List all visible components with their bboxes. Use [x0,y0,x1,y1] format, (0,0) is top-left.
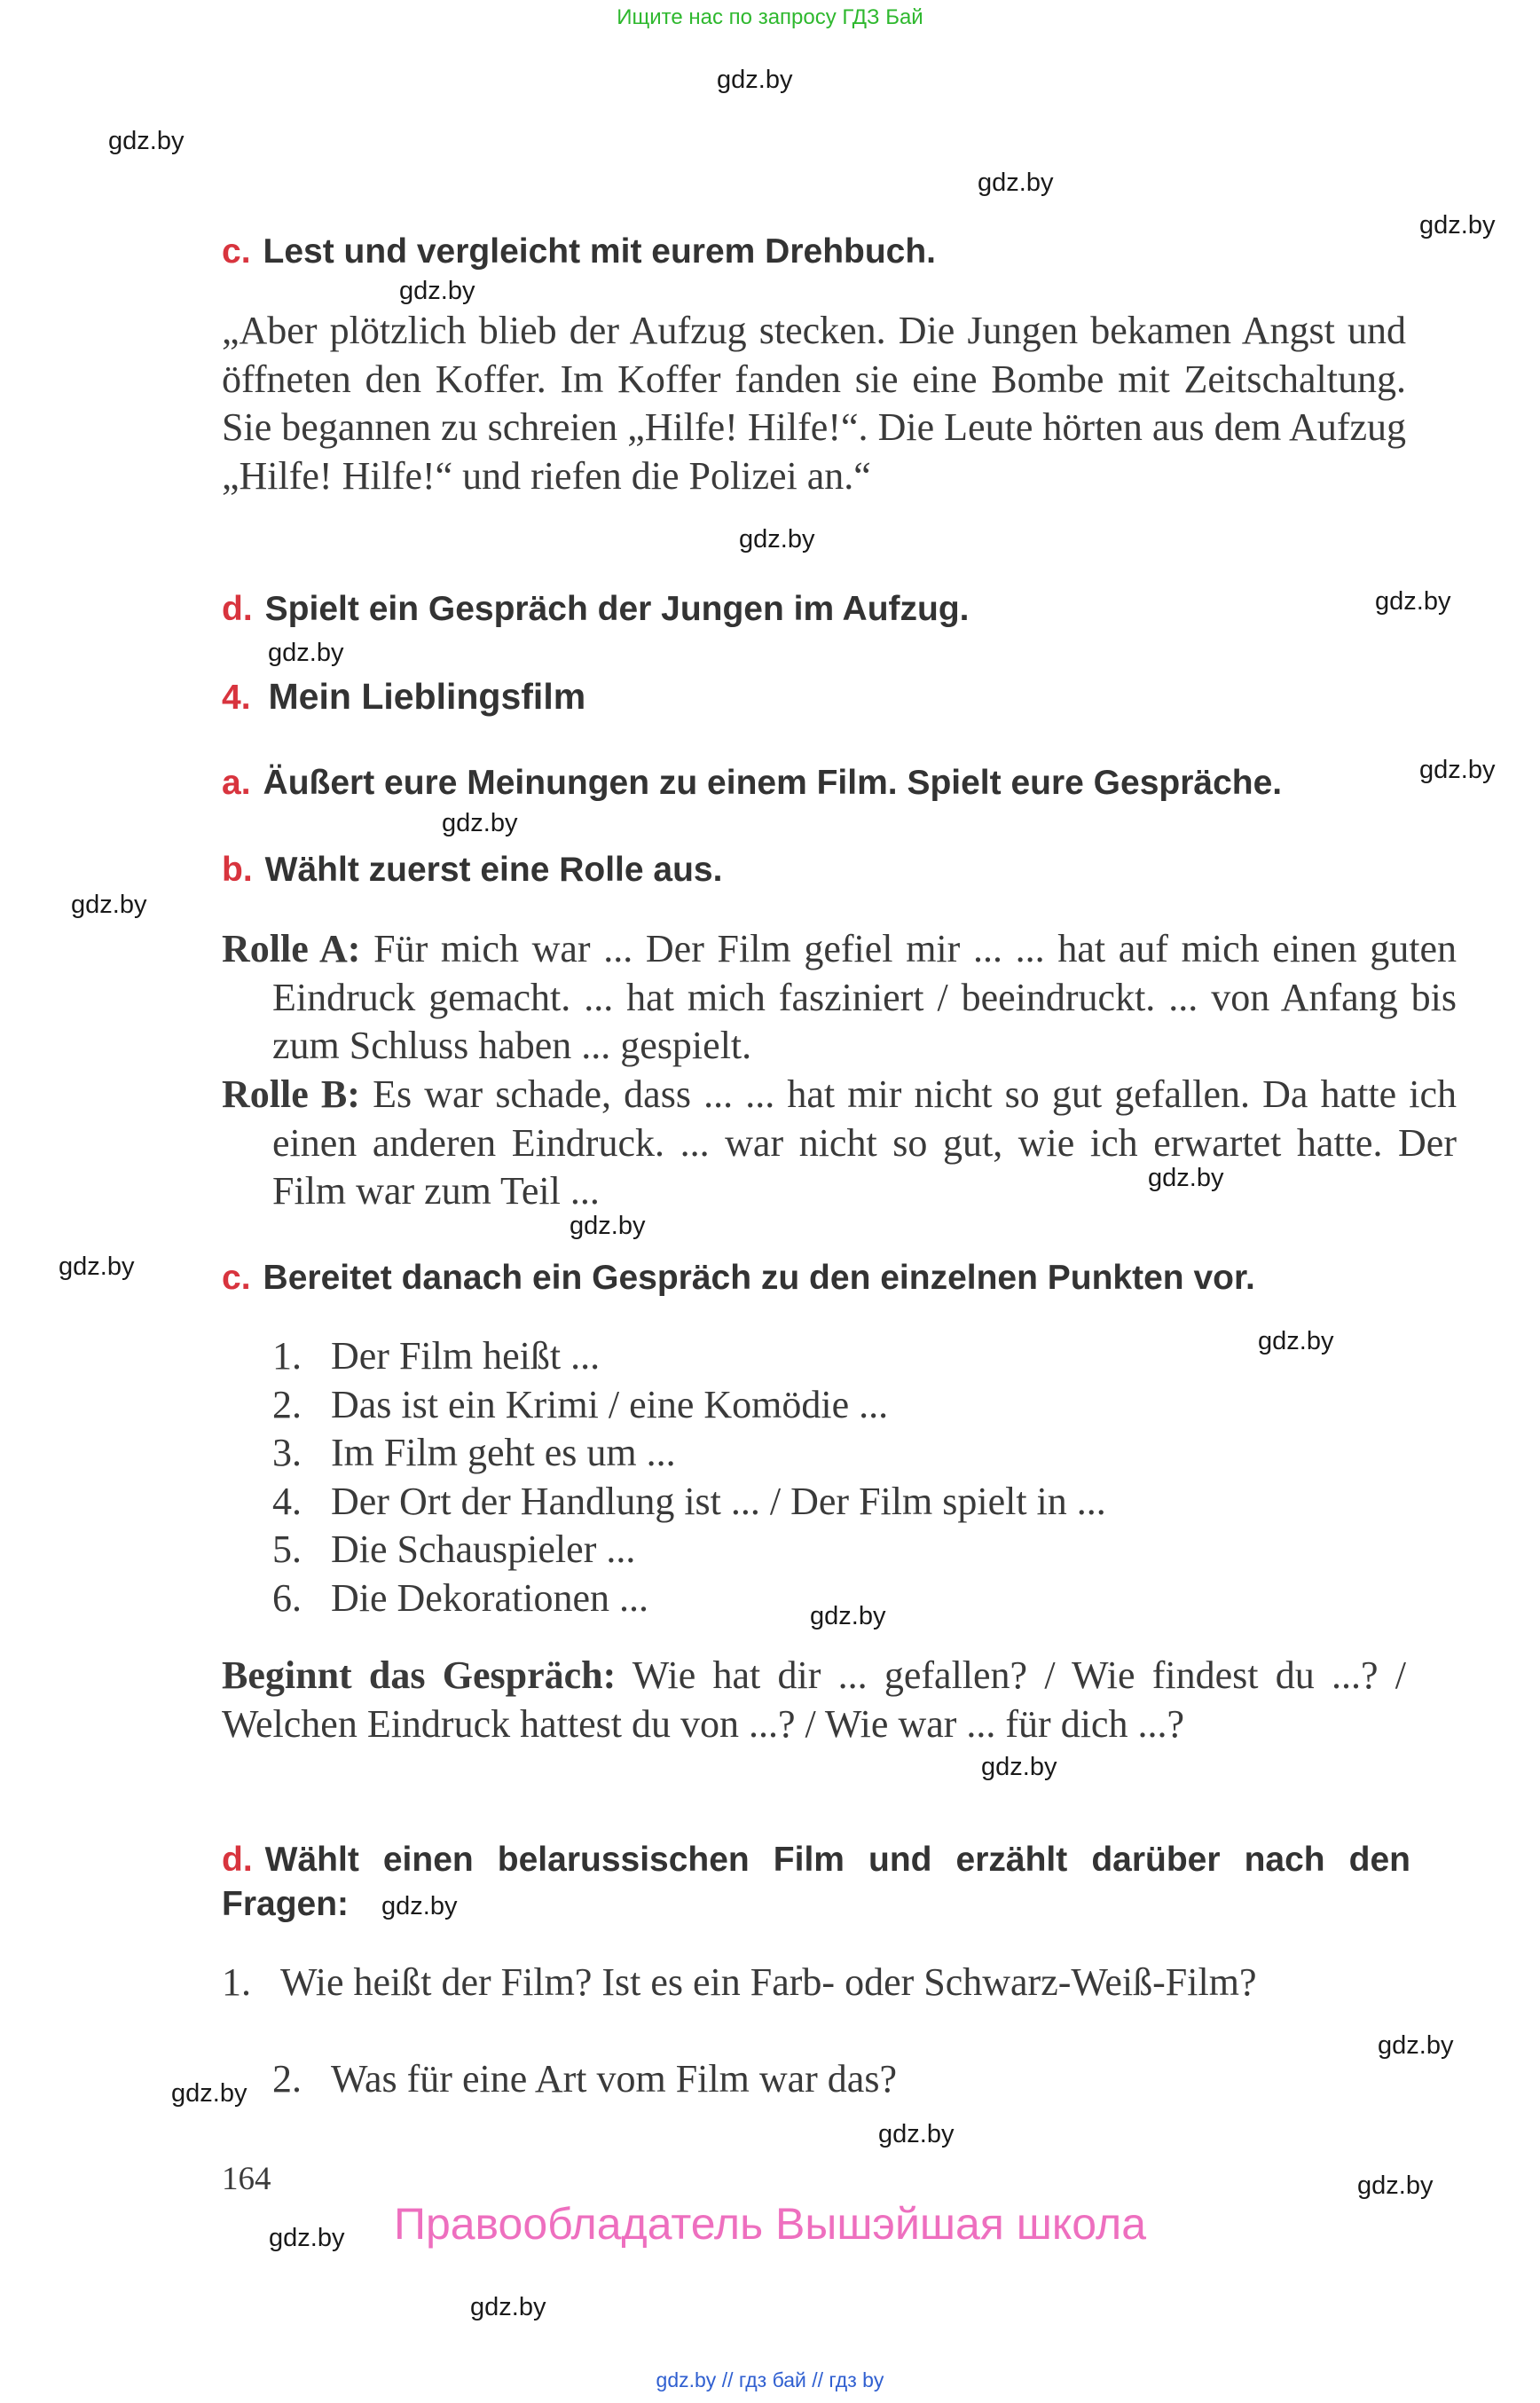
watermark: gdz.by [399,277,475,305]
watermark: gdz.by [171,2079,248,2108]
task-letter: d. [222,1841,253,1879]
item-text: Der Ort der Handlung ist ... / Der Film spielt in ... [331,1479,1106,1523]
task-title: Lest und vergleicht mit eurem Drehbuch. [263,232,937,271]
watermark: gdz.by [981,1753,1057,1781]
task-letter: b. [222,851,253,889]
exercise-title: Mein Lieblingsfilm [268,676,586,717]
watermark: gdz.by [381,1892,458,1920]
task-title: Bereitet danach ein Gespräch zu den einzelnen Punkten vor. [263,1259,1255,1297]
footer-links[interactable]: gdz.by // гдз бай // гдз by [656,2368,884,2391]
list-item [272,1381,1408,1430]
item-number: 1. [272,1334,302,1378]
watermark: gdz.by [1419,756,1496,784]
task-title: Äußert eure Meinungen zu einem Film. Spielt eure Gespräche. [263,764,1283,802]
list-item [272,1526,1408,1575]
top-banner: Ищите нас по запросу ГДЗ Бай [617,5,923,29]
watermark: gdz.by [470,2293,546,2321]
question-1 [222,1959,1457,2007]
item-number: 3. [272,1431,302,1474]
drehbuch-text: „Aber plötzlich blieb der Aufzug stecken. Die Jungen bekamen Angst und öffneten den Koffer. Im Koffer fanden sie eine Bombe mit Zeitschaltung. Sie begannen zu schreien „Hilfe! Hilfe!“. Die Leute hörten aus dem Aufzug „Hilfe! Hilfe!“ und riefen die Polizei an.“ [222,309,1406,498]
rolle-a-paragraph [222,925,1457,1071]
rolle-a-label: Rolle A: [222,927,361,970]
exercise-4-heading [222,674,1410,720]
item-number: 5. [272,1527,302,1571]
item-number: 2. [272,1382,302,1426]
exercise-number: 4. [222,679,251,717]
list-item [272,1332,1408,1381]
beginnt-label: Beginnt das Gespräch: [222,1653,617,1697]
watermark: gdz.by [878,2120,955,2148]
question-2 [272,2055,1408,2104]
beginnt-paragraph [222,1652,1406,1748]
task-4b-heading [222,848,1410,892]
rolle-b-text: Es war schade, dass ... ... hat mir nicht so gut gefallen. Da hatte ich einen anderen Eindruck. ... war nicht so gut, wie ich erwartet hatte. Der Film war zum Teil ... [272,1072,1457,1213]
task-4c-heading [222,1256,1410,1300]
rolle-b-label: Rolle B: [222,1072,360,1116]
watermark: gdz.by [1357,2171,1434,2200]
task-4a-heading [222,761,1410,805]
watermark: gdz.by [59,1253,135,1281]
watermark: gdz.by [1419,211,1496,240]
task-title: Wählt einen belarussischen Film und erzählt darüber nach den Fragen: [222,1841,1410,1923]
page-number: 164 [222,2161,271,2197]
task-letter: d. [222,590,253,628]
list-item [272,1575,1408,1623]
task-title: Wählt zuerst eine Rolle aus. [264,851,723,889]
watermark: gdz.by [71,891,147,919]
task-4d-heading [222,1838,1410,1927]
watermark: gdz.by [442,809,518,837]
watermark: gdz.by [1378,2031,1454,2060]
watermark: gdz.by [1148,1164,1224,1192]
task-letter: a. [222,764,251,802]
item-text: Im Film geht es um ... [331,1431,676,1474]
watermark: gdz.by [1375,587,1451,616]
item-text: Der Film heißt ... [331,1334,601,1378]
item-text: Das ist ein Krimi / eine Komödie ... [331,1382,889,1426]
task-letter: c. [222,1259,251,1297]
question-number: 2. [272,2057,302,2101]
task-d-heading [222,587,1410,632]
watermark: gdz.by [810,1602,886,1630]
beginnt-text: Wie hat dir ... gefallen? / Wie findest du ...? / Welchen Eindruck hattest du von ...? / Wie war ... für dich ...? [222,1653,1406,1746]
question-text: Wie heißt der Film? Ist es ein Farb- oder Schwarz-Weiß-Film? [280,1960,1257,2004]
item-number: 6. [272,1575,302,1620]
watermark: gdz.by [108,127,185,155]
item-number: 4. [272,1479,302,1523]
item-text: Die Dekorationen ... [331,1575,648,1620]
question-number: 1. [222,1960,251,2004]
rolle-a-text: Für mich war ... Der Film gefiel mir ... ... hat auf mich einen guten Eindruck gemacht. ... hat mich fasziniert / beeindruckt. ... von Anfang bis zum Schluss haben ... gespielt. [272,927,1457,1067]
list-item [272,1478,1408,1527]
task-letter: c. [222,232,251,271]
list-item [272,1429,1408,1478]
watermark: gdz.by [739,525,815,554]
points-list [272,1332,1408,1622]
watermark: gdz.by [978,169,1054,197]
task-title: Spielt ein Gespräch der Jungen im Aufzug. [264,590,970,628]
watermark: gdz.by [269,2224,345,2252]
copyright-holder: Правообладатель Вышэйшая школа [394,2199,1146,2249]
rolle-b-paragraph [222,1071,1457,1216]
question-text: Was für eine Art vom Film war das? [331,2057,897,2101]
watermark: gdz.by [268,639,344,667]
item-text: Die Schauspieler ... [331,1527,636,1571]
watermark: gdz.by [717,66,793,94]
watermark: gdz.by [570,1212,646,1240]
watermark: gdz.by [1258,1327,1334,1355]
task-c-heading [222,230,1410,274]
